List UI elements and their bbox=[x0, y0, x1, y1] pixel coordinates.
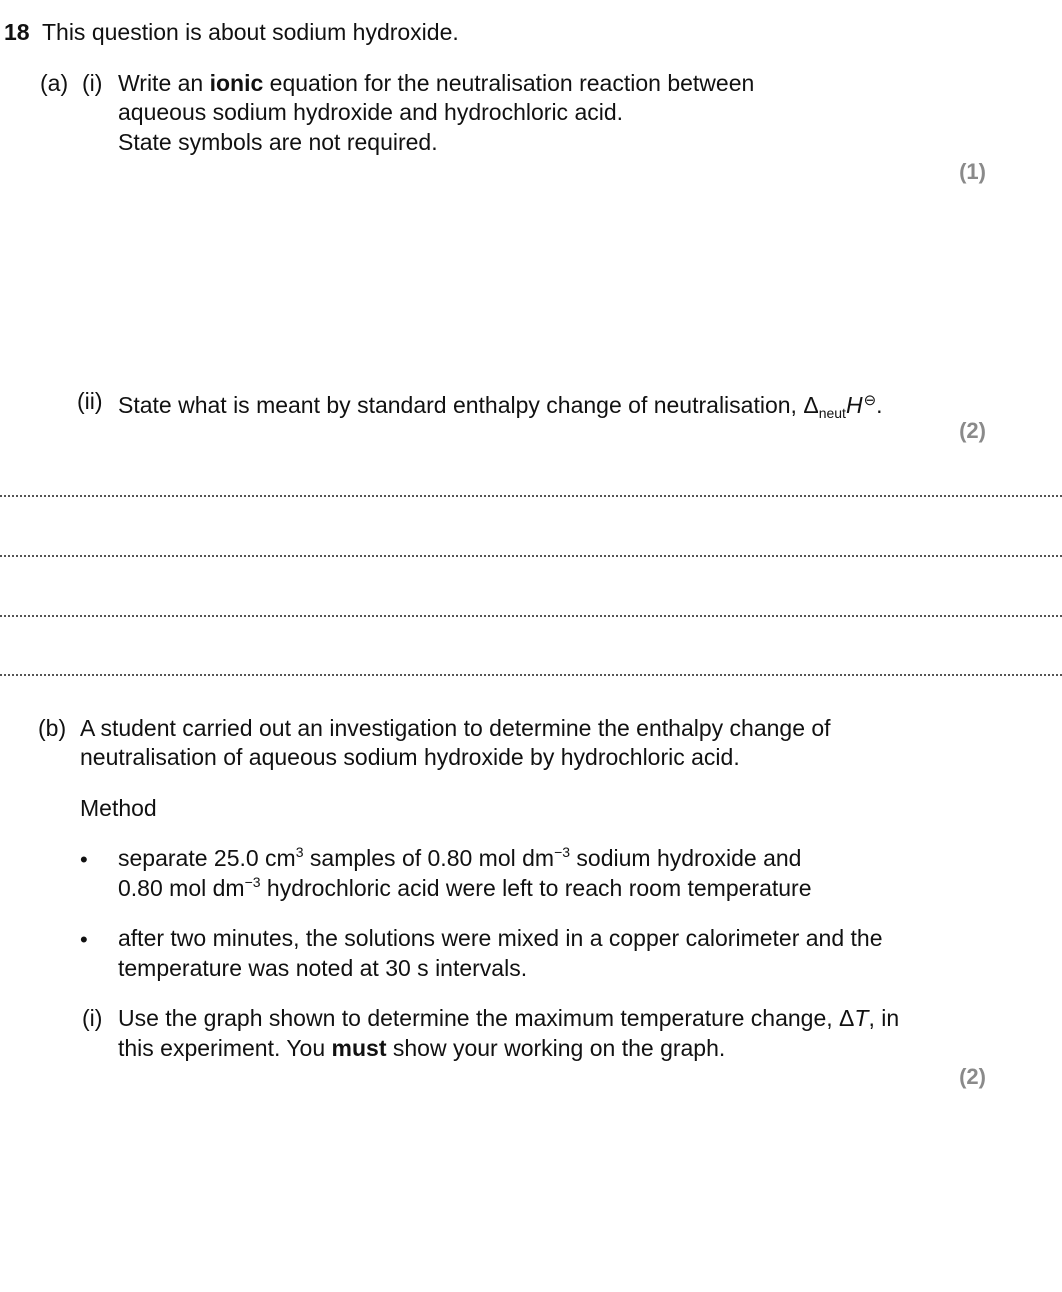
part-b-i-line2 bbox=[118, 1033, 725, 1063]
temperature-symbol: T bbox=[854, 1005, 869, 1031]
part-a-ii-text bbox=[118, 386, 883, 420]
bullet2-line2: temperature was noted at 30 s intervals. bbox=[118, 955, 528, 981]
text-fragment: . bbox=[876, 392, 883, 418]
superscript: −3 bbox=[244, 874, 261, 890]
emphasis-must: must bbox=[331, 1035, 387, 1061]
bullet1-line1 bbox=[118, 843, 801, 873]
marks-b-i: (2) bbox=[959, 1064, 986, 1089]
bullet-icon: • bbox=[80, 847, 88, 872]
part-a-i-line3: State symbols are not required. bbox=[118, 129, 438, 155]
text-fragment: sodium hydroxide and bbox=[570, 845, 802, 871]
bullet2-line1: after two minutes, the solutions were mixed in a copper calorimeter and the bbox=[118, 925, 883, 951]
answer-line-3[interactable] bbox=[0, 615, 1062, 617]
text-fragment: samples of 0.80 mol dm bbox=[303, 845, 555, 871]
part-b-intro-line1: A student carried out an investigation to determine the enthalpy change of bbox=[80, 715, 831, 741]
answer-line-1[interactable] bbox=[0, 495, 1062, 497]
part-b-intro-line2: neutralisation of aqueous sodium hydroxide by hydrochloric acid. bbox=[80, 744, 740, 770]
bullet-icon: • bbox=[80, 927, 88, 952]
answer-line-2[interactable] bbox=[0, 555, 1062, 557]
standard-state-icon: ⊖ bbox=[863, 392, 877, 409]
marks-a-ii: (2) bbox=[959, 418, 986, 443]
text-fragment: equation for the neutralisation reaction between bbox=[263, 70, 755, 96]
text-fragment: this experiment. You bbox=[118, 1035, 332, 1061]
text-fragment: Write an bbox=[118, 70, 210, 96]
part-a-i-line1 bbox=[118, 68, 754, 98]
answer-line-4[interactable] bbox=[0, 674, 1062, 676]
part-a-ii-label: (ii) bbox=[77, 388, 103, 414]
question-stem: This question is about sodium hydroxide. bbox=[41, 19, 459, 45]
text-fragment: State what is meant by standard enthalpy change of neutralisation, bbox=[118, 392, 804, 418]
part-b-i-label: (i) bbox=[82, 1005, 103, 1031]
enthalpy-symbol: H bbox=[845, 392, 863, 418]
subscript-neut: neut bbox=[818, 405, 846, 421]
method-heading: Method bbox=[80, 795, 157, 821]
superscript: 3 bbox=[295, 844, 304, 860]
text-fragment: Use the graph shown to determine the maximum temperature change, Δ bbox=[118, 1005, 855, 1031]
part-a-i-label: (i) bbox=[82, 70, 103, 96]
text-fragment: hydrochloric acid were left to reach room temperature bbox=[260, 875, 812, 901]
part-a-label: (a) bbox=[40, 70, 69, 96]
emphasis-ionic: ionic bbox=[209, 70, 264, 96]
question-header bbox=[4, 17, 459, 47]
part-b-label: (b) bbox=[38, 715, 67, 741]
bullet1-line2 bbox=[118, 873, 812, 903]
delta-symbol: Δ bbox=[803, 392, 819, 418]
text-fragment: , in bbox=[868, 1005, 900, 1031]
part-b-i-line1 bbox=[118, 1003, 899, 1033]
text-fragment: 0.80 mol dm bbox=[118, 875, 245, 901]
text-fragment: show your working on the graph. bbox=[386, 1035, 726, 1061]
marks-a-i: (1) bbox=[959, 159, 986, 184]
part-a-i-line2: aqueous sodium hydroxide and hydrochloric acid. bbox=[118, 99, 624, 125]
superscript: −3 bbox=[554, 844, 571, 860]
text-fragment: separate 25.0 cm bbox=[118, 845, 296, 871]
question-number: 18 bbox=[4, 19, 30, 45]
